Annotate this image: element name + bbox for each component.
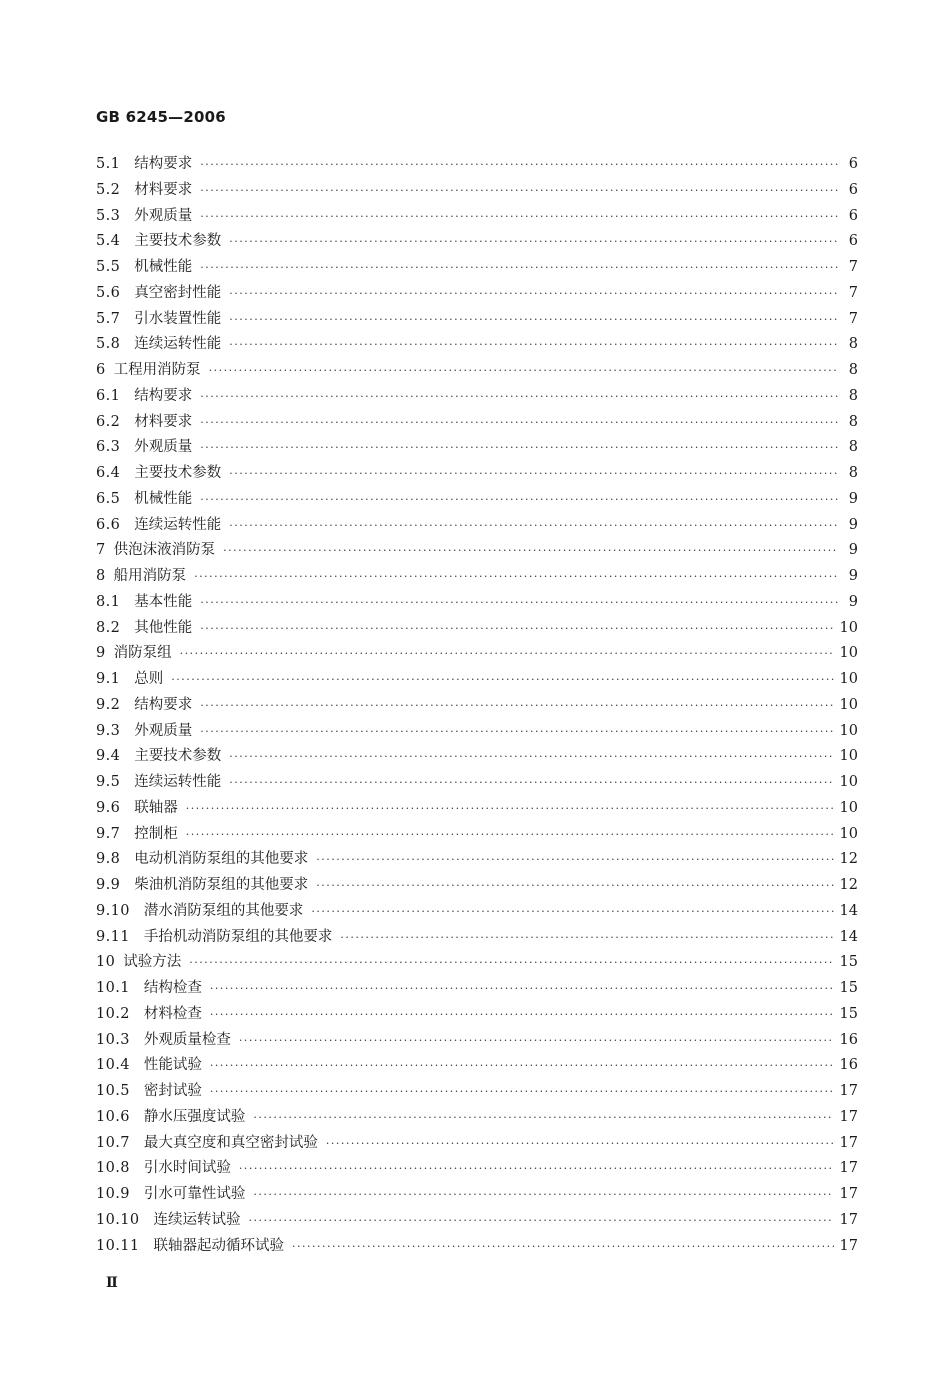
- toc-entry-number: 9: [96, 645, 106, 662]
- toc-entry: [96, 950, 858, 976]
- toc-entry-title: 主要技术参数: [134, 465, 222, 481]
- toc-entry-page: 6: [848, 181, 858, 198]
- toc-leader-dots: [200, 384, 838, 410]
- toc-entry-page: 10: [839, 671, 858, 687]
- toc-entry-page: 16: [839, 1057, 858, 1074]
- toc-entry: [96, 1208, 858, 1234]
- toc-leader-dots: [200, 204, 838, 230]
- toc-leader-dots: [171, 667, 833, 693]
- toc-leader-dots: [223, 538, 838, 564]
- toc-entry-number: 6.1: [96, 387, 121, 404]
- toc-entry: [96, 641, 858, 667]
- toc-entry-title: 联轴器: [134, 799, 178, 816]
- toc-leader-dots: [340, 925, 833, 951]
- toc-entry-title: 最大真空度和真空密封试验: [143, 1134, 318, 1151]
- toc-entry-title: 外观质量检查: [143, 1031, 231, 1048]
- toc-entry: [96, 1079, 858, 1105]
- toc-entry: [96, 1182, 858, 1208]
- toc-entry-page: 9: [848, 593, 858, 610]
- toc-entry-number: 10.4: [96, 1057, 130, 1074]
- toc-leader-dots: [253, 1182, 833, 1208]
- toc-entry-number: 9.8: [96, 851, 121, 868]
- toc-leader-dots: [229, 513, 838, 539]
- toc-entry-number: 10.3: [96, 1031, 130, 1048]
- toc-entry: [96, 307, 858, 333]
- toc-entry-number: 9.10: [96, 902, 130, 919]
- toc-leader-dots: [229, 229, 838, 255]
- toc-entry: [96, 281, 858, 307]
- toc-entry-title: 连续运转试验: [153, 1211, 241, 1228]
- toc-entry: [96, 976, 858, 1002]
- toc-entry: [96, 1105, 858, 1131]
- toc-entry-page: 10: [839, 722, 858, 739]
- toc-leader-dots: [239, 1156, 834, 1182]
- toc-entry-title: 材料要求: [134, 181, 193, 198]
- toc-entry-title: 主要技术参数: [134, 233, 222, 250]
- toc-entry-page: 10: [839, 748, 858, 765]
- toc-entry: [96, 590, 858, 616]
- toc-entry-page: 10: [839, 645, 858, 662]
- toc-entry-number: 5.8: [96, 336, 121, 353]
- toc-leader-dots: [209, 358, 838, 384]
- toc-leader-dots: [229, 744, 833, 770]
- toc-entry-number: 5.1: [96, 156, 121, 172]
- toc-entry-page: 7: [848, 259, 858, 275]
- toc-entry-title: 连续运转性能: [134, 774, 222, 790]
- toc-entry-number: 6.4: [96, 465, 121, 481]
- toc-entry-title: 电动机消防泵组的其他要求: [134, 851, 309, 868]
- toc-entry-number: 9.5: [96, 774, 121, 790]
- toc-entry-page: 10: [839, 696, 858, 713]
- toc-entry-page: 8: [848, 336, 858, 353]
- toc-entry-number: 9.3: [96, 722, 121, 739]
- toc-entry-page: 7: [848, 284, 858, 301]
- table-of-contents: [96, 152, 858, 1259]
- toc-entry-page: 10: [839, 825, 858, 842]
- toc-entry-title: 结构检查: [143, 980, 202, 996]
- toc-entry-title: 潜水消防泵组的其他要求: [143, 902, 304, 919]
- toc-entry-title: 机械性能: [134, 259, 193, 275]
- toc-entry-page: 17: [839, 1108, 858, 1125]
- toc-entry-number: 10.5: [96, 1083, 130, 1099]
- toc-entry-title: 总则: [134, 671, 164, 687]
- toc-entry: [96, 332, 858, 358]
- toc-leader-dots: [186, 822, 834, 848]
- toc-entry-number: 10.10: [96, 1211, 140, 1228]
- toc-entry-page: 10: [839, 619, 858, 636]
- toc-entry: [96, 1156, 858, 1182]
- page-number-footer: Ⅱ: [106, 1275, 118, 1291]
- toc-leader-dots: [229, 332, 838, 358]
- toc-entry: [96, 1002, 858, 1028]
- toc-entry: [96, 822, 858, 848]
- toc-entry-number: 7: [96, 542, 106, 559]
- toc-entry-page: 9: [848, 568, 858, 584]
- toc-entry-number: 9.7: [96, 825, 121, 842]
- toc-entry-title: 基本性能: [134, 593, 193, 610]
- toc-entry: [96, 204, 858, 230]
- toc-leader-dots: [189, 950, 833, 976]
- toc-entry-page: 6: [848, 156, 858, 172]
- toc-entry-title: 静水压强度试验: [143, 1108, 246, 1125]
- toc-leader-dots: [311, 899, 833, 925]
- toc-entry-number: 5.2: [96, 181, 121, 198]
- toc-entry-page: 8: [848, 439, 858, 456]
- toc-leader-dots: [292, 1234, 834, 1260]
- toc-entry-number: 8: [96, 568, 106, 584]
- toc-leader-dots: [200, 487, 838, 513]
- toc-entry-number: 6.5: [96, 490, 121, 507]
- toc-entry-page: 10: [839, 799, 858, 816]
- toc-entry-page: 10: [839, 774, 858, 790]
- toc-leader-dots: [210, 1079, 834, 1105]
- toc-entry-title: 性能试验: [143, 1057, 202, 1074]
- toc-entry: [96, 1028, 858, 1054]
- toc-entry: [96, 358, 858, 384]
- toc-entry: [96, 538, 858, 564]
- toc-entry-title: 外观质量: [134, 207, 193, 224]
- toc-entry-title: 控制柜: [134, 825, 178, 842]
- toc-entry-page: 7: [848, 310, 858, 327]
- toc-entry-number: 10.1: [96, 980, 130, 996]
- toc-leader-dots: [180, 641, 834, 667]
- toc-entry-page: 17: [839, 1237, 858, 1254]
- toc-entry-page: 17: [839, 1186, 858, 1202]
- toc-leader-dots: [200, 616, 833, 642]
- toc-entry: [96, 925, 858, 951]
- toc-leader-dots: [210, 1002, 834, 1028]
- toc-entry: [96, 461, 858, 487]
- toc-entry: [96, 847, 858, 873]
- toc-entry-number: 6.3: [96, 439, 121, 456]
- toc-entry-number: 9.2: [96, 696, 121, 713]
- toc-leader-dots: [249, 1208, 834, 1234]
- toc-entry-title: 密封试验: [143, 1083, 202, 1099]
- toc-entry: [96, 693, 858, 719]
- toc-leader-dots: [253, 1105, 833, 1131]
- toc-entry: [96, 744, 858, 770]
- toc-entry: [96, 770, 858, 796]
- toc-entry-page: 15: [839, 980, 858, 996]
- toc-entry-title: 主要技术参数: [134, 748, 222, 765]
- toc-entry-number: 10.8: [96, 1160, 130, 1177]
- toc-leader-dots: [229, 461, 838, 487]
- toc-entry: [96, 178, 858, 204]
- toc-entry-title: 结构要求: [134, 156, 193, 172]
- toc-entry-page: 9: [848, 542, 858, 559]
- toc-entry: [96, 1131, 858, 1157]
- toc-entry-title: 材料要求: [134, 413, 193, 430]
- toc-entry-title: 真空密封性能: [134, 284, 222, 301]
- toc-entry: [96, 899, 858, 925]
- toc-leader-dots: [229, 770, 833, 796]
- toc-entry-number: 9.6: [96, 799, 121, 816]
- toc-entry-number: 5.3: [96, 207, 121, 224]
- toc-leader-dots: [194, 564, 838, 590]
- toc-leader-dots: [200, 255, 838, 281]
- toc-entry: [96, 1234, 858, 1260]
- toc-leader-dots: [200, 590, 838, 616]
- toc-entry-title: 机械性能: [134, 490, 193, 507]
- toc-entry-page: 8: [848, 387, 858, 404]
- toc-leader-dots: [239, 1028, 834, 1054]
- toc-entry: [96, 152, 858, 178]
- toc-entry-page: 15: [839, 1005, 858, 1022]
- toc-leader-dots: [210, 976, 834, 1002]
- toc-entry-number: 10: [96, 954, 116, 971]
- toc-leader-dots: [316, 873, 833, 899]
- toc-entry-title: 联轴器起动循环试验: [153, 1237, 285, 1254]
- toc-entry-title: 船用消防泵: [113, 568, 187, 584]
- toc-entry-title: 其他性能: [134, 619, 193, 636]
- toc-entry-number: 10.6: [96, 1108, 130, 1125]
- toc-entry-page: 9: [848, 490, 858, 507]
- toc-entry-title: 消防泵组: [113, 645, 172, 662]
- toc-entry-title: 试验方法: [123, 954, 182, 971]
- toc-entry-page: 17: [839, 1160, 858, 1177]
- toc-entry-page: 9: [848, 516, 858, 533]
- toc-leader-dots: [186, 796, 834, 822]
- toc-entry-title: 材料检查: [143, 1005, 202, 1022]
- toc-leader-dots: [200, 152, 838, 178]
- toc-entry-number: 6.6: [96, 516, 121, 533]
- toc-entry-title: 引水时间试验: [143, 1160, 231, 1177]
- toc-entry: [96, 616, 858, 642]
- toc-leader-dots: [326, 1131, 834, 1157]
- toc-entry-title: 手抬机动消防泵组的其他要求: [143, 928, 333, 945]
- toc-entry-title: 供泡沫液消防泵: [113, 542, 216, 559]
- toc-entry-page: 12: [839, 851, 858, 868]
- toc-leader-dots: [200, 719, 833, 745]
- toc-entry-page: 17: [839, 1083, 858, 1099]
- toc-entry-title: 外观质量: [134, 439, 193, 456]
- toc-leader-dots: [200, 693, 833, 719]
- toc-leader-dots: [200, 410, 838, 436]
- toc-entry-page: 16: [839, 1031, 858, 1048]
- toc-entry: [96, 487, 858, 513]
- toc-entry-page: 8: [848, 362, 858, 378]
- toc-entry: [96, 384, 858, 410]
- toc-leader-dots: [229, 281, 838, 307]
- toc-entry-page: 14: [839, 928, 858, 945]
- toc-entry-title: 引水可靠性试验: [143, 1186, 246, 1202]
- toc-entry-page: 8: [848, 413, 858, 430]
- toc-entry-title: 结构要求: [134, 696, 193, 713]
- toc-entry-title: 工程用消防泵: [113, 362, 201, 378]
- toc-entry-page: 6: [848, 207, 858, 224]
- toc-entry: [96, 513, 858, 539]
- toc-entry-page: 17: [839, 1134, 858, 1151]
- toc-entry-page: 15: [839, 954, 858, 971]
- toc-entry-number: 10.2: [96, 1005, 130, 1022]
- toc-entry-number: 6: [96, 362, 106, 378]
- toc-entry: [96, 410, 858, 436]
- toc-entry: [96, 564, 858, 590]
- toc-entry-number: 10.9: [96, 1186, 130, 1202]
- toc-entry: [96, 719, 858, 745]
- toc-entry-number: 8.2: [96, 619, 121, 636]
- toc-entry-number: 8.1: [96, 593, 121, 610]
- toc-entry: [96, 796, 858, 822]
- toc-leader-dots: [210, 1053, 834, 1079]
- toc-leader-dots: [229, 307, 838, 333]
- toc-entry-page: 14: [839, 902, 858, 919]
- toc-leader-dots: [316, 847, 833, 873]
- document-code-header: GB 6245—2006: [96, 108, 226, 126]
- toc-entry-title: 连续运转性能: [134, 336, 222, 353]
- toc-entry-number: 9.9: [96, 877, 121, 893]
- toc-entry-page: 6: [848, 233, 858, 250]
- toc-entry-title: 结构要求: [134, 387, 193, 404]
- toc-entry-number: 5.4: [96, 233, 121, 250]
- toc-entry: [96, 229, 858, 255]
- toc-entry: [96, 667, 858, 693]
- toc-entry-page: 12: [839, 877, 858, 893]
- toc-entry-number: 9.11: [96, 928, 130, 945]
- toc-entry-number: 9.4: [96, 748, 121, 765]
- toc-entry-number: 9.1: [96, 671, 121, 687]
- toc-entry: [96, 873, 858, 899]
- toc-entry-number: 5.6: [96, 284, 121, 301]
- toc-entry-number: 6.2: [96, 413, 121, 430]
- toc-entry-page: 17: [839, 1211, 858, 1228]
- toc-entry: [96, 1053, 858, 1079]
- toc-entry-title: 柴油机消防泵组的其他要求: [134, 877, 309, 893]
- toc-entry-number: 5.7: [96, 310, 121, 327]
- toc-entry-title: 引水装置性能: [134, 310, 222, 327]
- toc-entry: [96, 435, 858, 461]
- toc-entry-title: 连续运转性能: [134, 516, 222, 533]
- toc-leader-dots: [200, 435, 838, 461]
- toc-entry-number: 10.11: [96, 1237, 140, 1254]
- toc-leader-dots: [200, 178, 838, 204]
- toc-entry: [96, 255, 858, 281]
- toc-entry-title: 外观质量: [134, 722, 193, 739]
- toc-entry-page: 8: [848, 465, 858, 481]
- toc-entry-number: 5.5: [96, 259, 121, 275]
- toc-entry-number: 10.7: [96, 1134, 130, 1151]
